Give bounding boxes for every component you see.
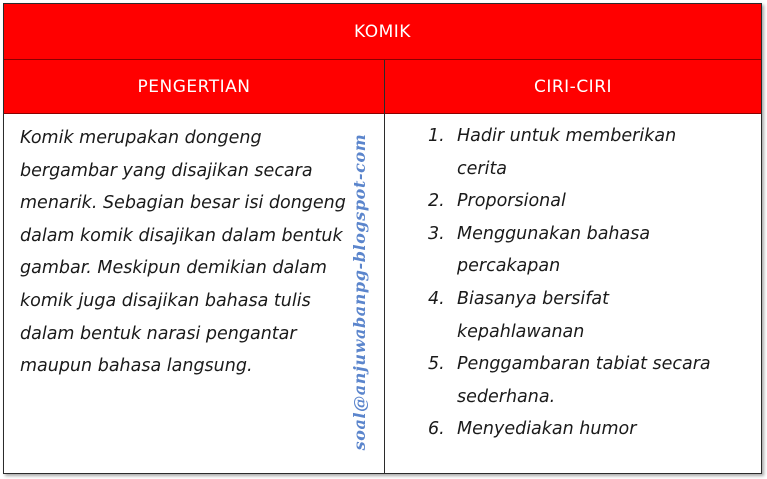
list-item-line: Menyediakan humor bbox=[457, 419, 637, 440]
list-item bbox=[428, 283, 758, 348]
list-item bbox=[428, 120, 758, 185]
column-divider bbox=[384, 60, 385, 473]
definition-line: dalam bentuk narasi pengantar bbox=[20, 323, 297, 344]
definition-line: dalam komik disajikan dalam bentuk bbox=[20, 225, 343, 246]
watermark-text: soal@anjuwabanpg-blogspot-com bbox=[350, 133, 369, 451]
list-item-line: percakapan bbox=[457, 256, 561, 277]
header-pengertian: PENGERTIAN bbox=[137, 76, 251, 97]
definition-line: gambar. Meskipun demikian dalam bbox=[20, 258, 327, 279]
list-item bbox=[428, 185, 758, 218]
list-item-number: 2. bbox=[428, 191, 445, 212]
list-item-number: 6. bbox=[428, 419, 445, 440]
list-item-line: cerita bbox=[457, 158, 508, 179]
header-ciri-ciri: CIRI-CIRI bbox=[533, 76, 613, 97]
list-item-number: 1. bbox=[428, 126, 445, 146]
characteristics-list bbox=[428, 120, 758, 446]
list-item-line: Menggunakan bahasa bbox=[457, 223, 651, 244]
list-item-line: sederhana. bbox=[457, 386, 556, 407]
definition-line: menarik. Sebagian besar isi dongeng bbox=[20, 193, 346, 214]
list-item-line: Proporsional bbox=[457, 191, 566, 212]
list-item-line: Biasanya bersifat bbox=[457, 288, 609, 309]
list-item-number: 4. bbox=[428, 288, 445, 309]
list-item bbox=[428, 413, 758, 446]
komik-table bbox=[3, 3, 762, 474]
list-item-number: 3. bbox=[428, 223, 445, 244]
list-item bbox=[428, 348, 758, 413]
definition-cell bbox=[20, 122, 370, 383]
table-title: KOMIK bbox=[4, 4, 761, 60]
list-item bbox=[428, 218, 758, 283]
definition-line: bergambar yang disajikan secara bbox=[20, 160, 313, 181]
list-item-line: Penggambaran tabiat secara bbox=[457, 354, 711, 375]
list-item-line: Hadir untuk memberikan bbox=[457, 126, 677, 146]
definition-line: maupun bahasa langsung. bbox=[20, 356, 253, 377]
list-item-number: 5. bbox=[428, 354, 445, 375]
definition-line: Komik merupakan dongeng bbox=[20, 128, 262, 148]
list-item-line: kepahlawanan bbox=[457, 321, 585, 342]
definition-line: komik juga disajikan bahasa tulis bbox=[20, 290, 311, 311]
column-header-row bbox=[4, 60, 761, 114]
